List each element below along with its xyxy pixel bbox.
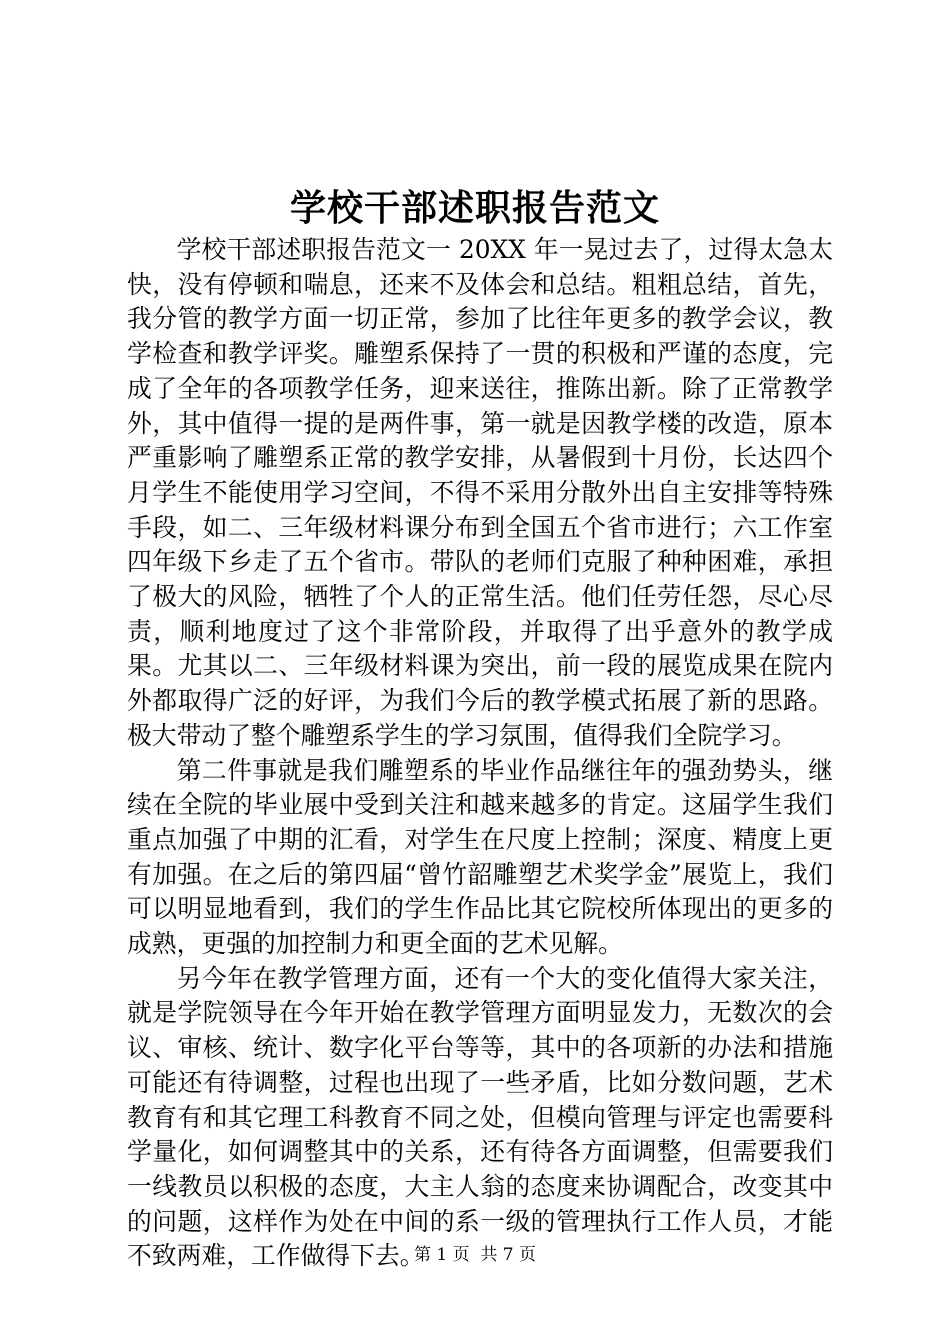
page-footer: [0, 1243, 950, 1267]
paragraph-2: 第二件事就是我们雕塑系的毕业作品继往年的强劲势头，继续在全院的毕业展中受到关注和越来越多的肯定。这届学生我们重点加强了中期的汇看，对学生在尺度上控制；深度、精度上更有加强。在之后的第四届“曾竹韶雕塑艺术奖学金”展览上，我们可以明显地看到，我们的学生作品比其它院校所体现出的更多的成熟，更强的加控制力和更全面的艺术见解。: [127, 755, 833, 959]
document-title: 学校干部述职报告范文: [289, 187, 660, 229]
document-body: [127, 233, 833, 1274]
paragraph-3: 另今年在教学管理方面，还有一个大的变化值得大家关注，就是学院领导在今年开始在教学管理方面明显发力，无数次的会议、审核、统计、数字化平台等等，其中的各项新的办法和措施可能还有待调整，过程也出现了一些矛盾，比如分数问题，艺术教育有和其它理工科教育不同之处，但模向管理与评定也需要科学量化，如何调整其中的关系，还有待各方面调整，但需要我们一线教员以积极的态度，大主人翁的态度来协调配合，改变其中的问题，这样作为处在中间的系一级的管理执行工作人员，才能不致两难，工作做得下去。: [127, 963, 833, 1271]
page-number-label: 第 1 页 共 7 页: [413, 1245, 537, 1265]
paragraph-1: 学校干部述职报告范文一 20XX 年一晃过去了，过得太急太快，没有停顿和喘息，还来不及体会和总结。粗粗总结，首先，我分管的教学方面一切正常，参加了比往年更多的教学会议，教学检查和教学评奖。雕塑系保持了一贯的积极和严谨的态度，完成了全年的各项教学任务，迎来送往，推陈出新。除了正常教学外，其中值得一提的是两件事，第一就是因教学楼的改造，原本严重影响了雕塑系正常的教学安排，从暑假到十月份，长达四个月学生不能使用学习空间，不得不采用分散外出自主安排等特殊手段，如二、三年级材料课分布到全国五个省市进行；六工作室四年级下乡走了五个省市。带队的老师们克服了种种困难，承担了极大的风险，牺牲了个人的正常生活。他们任劳任怨，尽心尽责，顺利地度过了这个非常阶段，并取得了出乎意外的教学成果。尤其以二、三年级材料课为突出，前一段的展览成果在院内外都取得广泛的好评，为我们今后的教学模式拓展了新的思路。极大带动了整个雕塑系学生的学习氛围，值得我们全院学习。: [127, 235, 833, 750]
